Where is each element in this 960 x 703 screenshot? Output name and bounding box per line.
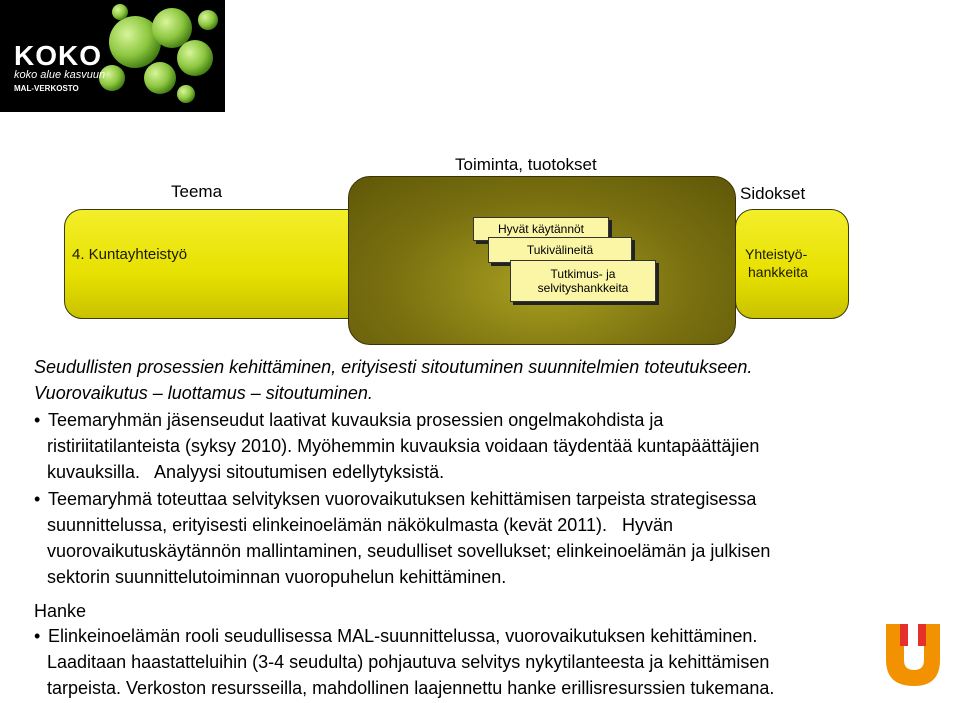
heading-theme: Teema bbox=[171, 182, 223, 201]
box-research-line1: Tutkimus- ja bbox=[550, 267, 616, 281]
bullet-2-line-4: sektorin suunnittelutoiminnan vuoropuhelun kehittäminen. bbox=[47, 567, 507, 587]
intro-line-1: Seudullisten prosessien kehittäminen, erityisesti sitoutuminen suunnitelmien toteutukseen. bbox=[34, 357, 753, 377]
box-good-practices-label: Hyvät käytännöt bbox=[497, 222, 585, 236]
bullet-1-line-1 bbox=[34, 410, 663, 431]
bullet-dot-icon: • bbox=[34, 489, 41, 509]
theme-label: 4. Kuntayhteistyö bbox=[72, 246, 188, 263]
hanke-line-3: tarpeista. Verkoston resursseilla, mahdollinen laajennettu hanke erillisresurssien tukemana. bbox=[47, 678, 775, 698]
box-research-projects bbox=[510, 260, 656, 302]
links-label-line1: Yhteistyö- bbox=[745, 246, 808, 262]
box-research-line2: selvityshankkeita bbox=[537, 281, 629, 295]
koko-logo bbox=[0, 0, 225, 112]
bullet-1-line-3: kuvauksilla. Analyysi sitoutumisen edellytyksistä. bbox=[47, 462, 445, 482]
hanke-heading: Hanke bbox=[34, 601, 87, 621]
bullet-2-line-2: suunnittelussa, erityisesti elinkeinoelämän näkökulmasta (kevät 2011). Hyvän bbox=[47, 515, 673, 535]
logo-brand: KOKO bbox=[14, 40, 102, 71]
hanke-text-1: Elinkeinoelämän rooli seudullisessa MAL-suunnittelussa, vuorovaikutuksen kehittäminen. bbox=[48, 626, 758, 646]
links-label-line2: hankkeita bbox=[748, 264, 808, 280]
theme-band bbox=[64, 209, 366, 319]
logo-network: MAL-VERKOSTO bbox=[14, 84, 79, 93]
logo-tagline: koko alue kasvuun bbox=[14, 69, 106, 81]
bullet-1-line-2: ristiriitatilanteista (syksy 2010). Myöhemmin kuvauksia voidaan täydentää kuntapäättäjien bbox=[47, 436, 760, 456]
heading-links: Sidokset bbox=[740, 184, 806, 203]
hanke-line-1 bbox=[34, 626, 757, 647]
intro-line-2: Vuorovaikutus – luottamus – sitoutuminen. bbox=[34, 383, 373, 403]
bullet-dot-icon: • bbox=[34, 410, 41, 430]
bullet-dot-icon: • bbox=[34, 626, 41, 646]
heading-actions: Toiminta, tuotokset bbox=[455, 155, 597, 174]
box-support-tools-label: Tukivälineitä bbox=[526, 243, 594, 257]
bullet-1-text-1: Teemaryhmän jäsenseudut laativat kuvauksia prosessien ongelmakohdista ja bbox=[48, 410, 664, 430]
bullet-2-text-1: Teemaryhmä toteuttaa selvityksen vuorovaikutuksen kehittämisen tarpeista strategisessa bbox=[48, 489, 757, 509]
institution-logo-icon bbox=[878, 620, 948, 698]
hanke-line-2: Laaditaan haastatteluihin (3-4 seudulta) pohjautuva selvitys nykytilanteesta ja kehittämisen bbox=[47, 652, 770, 672]
bullet-2-line-3: vuorovaikutuskäytännön mallintaminen, seudulliset sovellukset; elinkeinoelämän ja julkisen bbox=[47, 541, 771, 561]
bullet-2-line-1 bbox=[34, 489, 756, 510]
